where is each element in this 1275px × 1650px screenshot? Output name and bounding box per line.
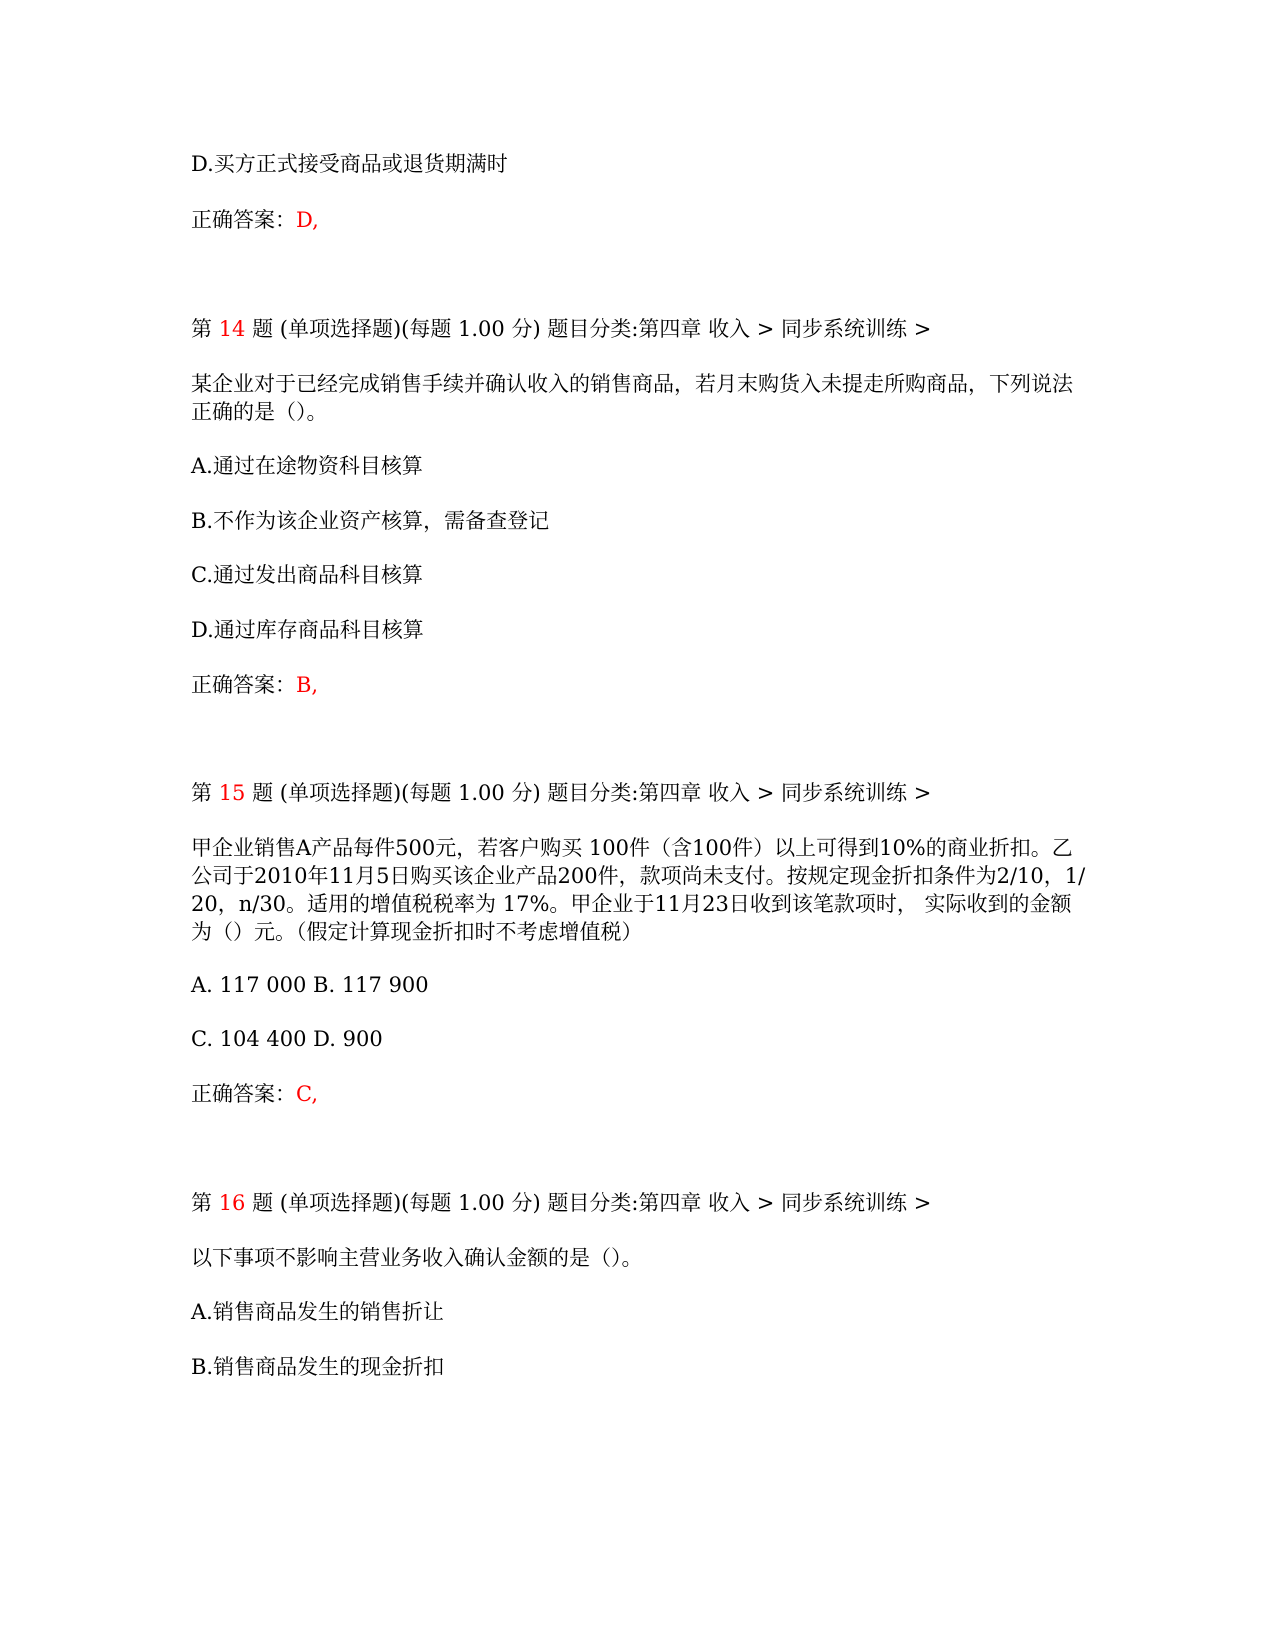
q14-option-d: D.通过库存商品科目核算 — [191, 618, 424, 642]
answer-label: 正确答案： — [191, 208, 296, 232]
question-number: 16 — [218, 1191, 246, 1215]
q15-stem: 甲企业销售A产品每件500元，若客户购买 100件（含100件）以上可得到10%的商业折扣。乙公司于2010年11月5日购买该企业产品200件，款项尚未支付。按规定现金折扣条件为2/10，1/20，n/30。适用的增值税税率为 17%。甲企业于11月23日收到该笔款项时， 实际收到的金额为（）元。（假定计算现金折扣时不考虑增值税） — [191, 836, 1086, 944]
q14-stem: 某企业对于已经完成销售手续并确认收入的销售商品，若月末购货入未提走所购商品，下列说法正确的是（）。 — [191, 372, 1073, 424]
header-prefix: 第 — [191, 1191, 219, 1215]
question-number: 15 — [218, 781, 246, 805]
q14-header — [191, 315, 1091, 343]
header-suffix: 题 (单项选择题)(每题 1.00 分) 题目分类:第四章 收入 > 同步系统训练 > — [245, 1191, 932, 1215]
answer-label: 正确答案： — [191, 1082, 296, 1106]
q16-stem: 以下事项不影响主营业务收入确认金额的是（）。 — [191, 1246, 643, 1270]
q14-option-c: C.通过发出商品科目核算 — [191, 563, 423, 587]
q16-option-b: B.销售商品发生的现金折扣 — [191, 1355, 445, 1379]
header-prefix: 第 — [191, 317, 219, 341]
q15-answer — [191, 1080, 1091, 1108]
q16-option-a: A.销售商品发生的销售折让 — [191, 1300, 444, 1324]
answer-value: B, — [296, 673, 319, 697]
answer-label: 正确答案： — [191, 673, 296, 697]
q14-option-b: B.不作为该企业资产核算，需备查登记 — [191, 509, 550, 533]
answer-value: C, — [296, 1082, 318, 1106]
answer-value: D, — [296, 208, 319, 232]
q13-answer — [191, 206, 1091, 234]
q16-header — [191, 1189, 1091, 1217]
q15-options-cd: C. 104 400 D. 900 — [191, 1027, 383, 1051]
q14-option-a: A.通过在途物资科目核算 — [191, 454, 423, 478]
q14-answer — [191, 671, 1091, 699]
question-number: 14 — [218, 317, 246, 341]
header-prefix: 第 — [191, 781, 219, 805]
q15-header — [191, 779, 1091, 807]
header-suffix: 题 (单项选择题)(每题 1.00 分) 题目分类:第四章 收入 > 同步系统训练 > — [245, 317, 932, 341]
q15-options-ab: A. 117 000 B. 117 900 — [191, 973, 429, 997]
header-suffix: 题 (单项选择题)(每题 1.00 分) 题目分类:第四章 收入 > 同步系统训练 > — [245, 781, 932, 805]
q13-option-d: D.买方正式接受商品或退货期满时 — [191, 152, 508, 176]
